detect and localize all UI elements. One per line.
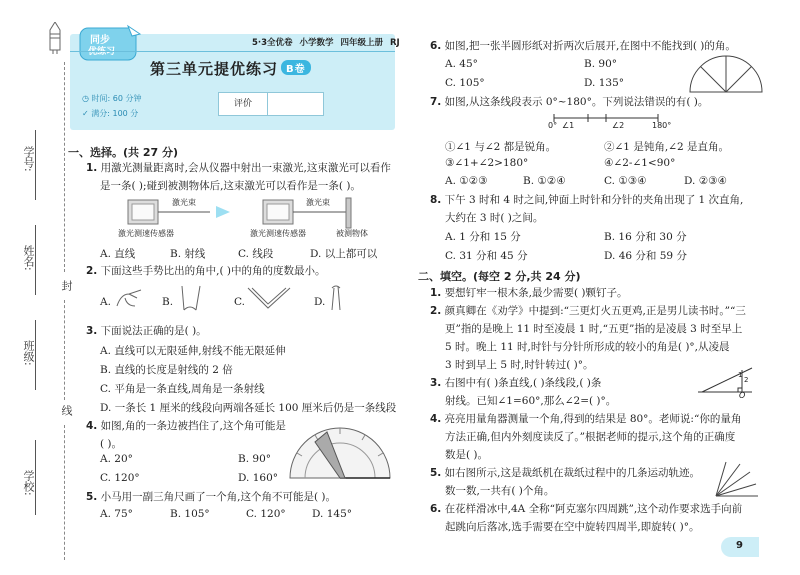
section2-title: 二、填空。(每空 2 分,共 24 分) <box>418 270 581 283</box>
header-info <box>252 36 400 48</box>
seal-mark: 封 <box>60 280 73 291</box>
clock-icon: ◷ <box>82 94 89 103</box>
logo <box>78 24 142 64</box>
cut-line-bottom <box>64 425 65 560</box>
q1-figure <box>118 196 378 244</box>
s2-q4-line1: 4. 亮亮用量角器测量一个角,得到的结果是 80°。老师说:“你的量角 <box>430 413 742 425</box>
fig-beam-label-2: 激光束 <box>306 198 330 207</box>
s2-q5-line2: 数一数,一共有( )个角。 <box>445 485 555 497</box>
score-info <box>82 108 138 119</box>
q1-option-d[interactable]: D. 以上都可以 <box>310 248 378 260</box>
s2-q6-line2: 起跳向后落冰,选手需要在空中旋转四周半,即旋转( )°。 <box>445 521 700 533</box>
q2-text: 2. 下面这些手势比出的角中,( )中的角的度数最小。 <box>86 265 326 277</box>
nl-angle2: ∠2 <box>612 121 625 130</box>
school-label: 学校: <box>22 470 35 496</box>
q7-option-b[interactable]: B. ①②④ <box>523 175 566 187</box>
q8-option-a[interactable]: A. 1 分和 15 分 <box>445 231 521 243</box>
b-badge: B卷 <box>281 60 311 75</box>
q1-line1: 1. 用激光测量距离时,会从仪器中射出一束激光,这束激光可以看作 <box>86 162 391 174</box>
hand-gesture-a-icon <box>115 284 143 314</box>
q1-line2: 是一条( );碰到被测物体后,这束激光可以看作是一条( )。 <box>100 180 361 192</box>
fig-beam-label-1: 激光束 <box>172 198 196 207</box>
line-mark: 线 <box>60 405 73 416</box>
page-title <box>150 58 311 79</box>
q3-option-c[interactable]: C. 平角是一条直线,周角是一条射线 <box>100 383 265 395</box>
s2-q2-line2: 更”指的是晚上 11 时至凌晨 1 时,“五更”指的是凌晨 3 时至早上 <box>445 323 743 335</box>
hand-gesture-d-icon <box>326 282 350 316</box>
eval-label: 评价 <box>219 93 268 115</box>
eval-field[interactable] <box>268 93 323 115</box>
q5-text: 5. 小马用一副三角尺画了一个角,这个角不可能是( )。 <box>86 491 337 503</box>
binding-strip <box>0 0 73 575</box>
s2-q4-line2: 方法正确,但内外刻度读反了。”根据老师的提示,这个角的正确度 <box>445 431 736 443</box>
q6-option-c[interactable]: C. 105° <box>445 77 485 89</box>
series-name: 5·3全优卷 <box>252 38 293 48</box>
class-label: 班级: <box>22 340 35 366</box>
angle-number-line <box>548 112 672 132</box>
student-id-label: 学号: <box>22 146 35 172</box>
q4-option-d[interactable]: D. 160° <box>238 472 279 484</box>
protractor-figure <box>285 424 395 488</box>
q1-option-b[interactable]: B. 射线 <box>170 248 206 260</box>
hand-gesture-c-icon <box>246 284 292 314</box>
fig-object-label: 被测物体 <box>336 229 368 238</box>
q2-option-c[interactable]: C. <box>234 296 245 308</box>
title-text: 第三单元提优练习 <box>150 60 279 78</box>
q4-line1: 4. 如图,角的一条边被挡住了,这个角可能是 <box>86 420 286 432</box>
s2-q3-line2: 射线。已知∠1=60°,那么∠2=( )°。 <box>445 395 617 407</box>
q6-text: 6. 如图,把一张半圆形纸对折两次后展开,在图中不能找到( )的角。 <box>430 40 736 52</box>
fig-sensor-label-2: 激光测速传感器 <box>250 229 306 238</box>
s2-q4-line3: 数是( )。 <box>445 449 489 461</box>
q4-line2: ( )。 <box>100 438 123 450</box>
s2-q2-line1: 2. 颜真卿在《劝学》中提到:“三更灯火五更鸡,正是男儿读书时。”“三 <box>430 305 746 317</box>
q3-text: 3. 下面说法正确的是( )。 <box>86 325 207 337</box>
page-number-badge <box>721 537 759 557</box>
angle-label-1: 1 <box>738 371 743 379</box>
time-info <box>82 93 142 104</box>
s2-q6-line1: 6. 在花样滑冰中,4A 全称“阿克塞尔四周跳”,这个动作要求选手向前 <box>430 503 743 515</box>
nl-zero: 0° <box>548 121 558 130</box>
cut-line-middle <box>64 300 65 400</box>
semicircle-figure <box>688 54 764 98</box>
q4-option-a[interactable]: A. 20° <box>100 453 133 465</box>
q7-option-a[interactable]: A. ①②③ <box>445 175 488 187</box>
q7-option-d[interactable]: D. ②③④ <box>684 175 727 187</box>
s2-q2-line3: 5 时。晚上 11 时,时针与分针所形成的较小的角是( )°,从凌晨 <box>445 341 730 353</box>
q8-option-c[interactable]: C. 31 分和 45 分 <box>445 250 528 262</box>
logo-line2: 优练习 <box>88 47 116 57</box>
right-angle-figure <box>696 366 756 406</box>
q7-stmt-2: ②∠1 是钝角,∠2 是直角。 <box>604 141 729 153</box>
cut-line-top <box>64 62 65 272</box>
q2-option-a[interactable]: A. <box>100 296 111 308</box>
q6-option-b[interactable]: B. 90° <box>584 58 618 70</box>
q8-option-b[interactable]: B. 16 分和 30 分 <box>604 231 687 243</box>
q5-option-d[interactable]: D. 145° <box>312 508 353 520</box>
logo-line1: 同步 <box>90 35 110 46</box>
q3-option-b[interactable]: B. 直线的长度是射线的 2 倍 <box>100 364 233 376</box>
q7-text: 7. 如图,从这条线段表示 0°~180°。下列说法错误的有( )。 <box>430 96 709 108</box>
q3-option-d[interactable]: D. 一条长 1 厘米的线段向两端各延长 100 厘米后仍是一条线段 <box>100 402 397 414</box>
grade-name: 四年级上册 <box>340 38 384 48</box>
s2-q3-line1: 3. 右图中有( )条直线,( )条线段,( )条 <box>430 377 602 389</box>
hand-gesture-b-icon <box>176 282 204 316</box>
page-number: 9 <box>736 540 743 551</box>
q7-stmt-1: ①∠1 与∠2 都是锐角。 <box>445 141 557 153</box>
name-label: 姓名: <box>22 245 35 271</box>
q2-option-b[interactable]: B. <box>162 296 174 308</box>
q1-option-a[interactable]: A. 直线 <box>100 248 136 260</box>
q3-option-a[interactable]: A. 直线可以无限延伸,射线不能无限延伸 <box>100 345 286 357</box>
score-text: 满分: 100 分 <box>91 109 139 118</box>
evaluation-box <box>218 92 324 116</box>
header-rule <box>70 51 395 52</box>
s2-q1-text: 1. 要想钉牢一根木条,最少需要( )颗钉子。 <box>430 287 628 299</box>
q1-option-c[interactable]: C. 线段 <box>238 248 274 260</box>
q8-line1: 8. 下午 3 时和 4 时之间,钟面上时针和分针的夹角出现了 1 次直角, <box>430 194 744 206</box>
q8-line2: 大约在 3 时( )之间。 <box>445 212 544 224</box>
section1-title: 一、选择。(共 27 分) <box>68 146 179 159</box>
q7-stmt-4: ④∠2-∠1<90° <box>604 157 676 169</box>
edition-name: RJ <box>390 38 400 48</box>
s2-q5-line1: 5. 如右图所示,这是裁纸机在裁纸过程中的几条运动轨迹。 <box>430 467 700 479</box>
nl-180: 180° <box>652 121 672 130</box>
q5-option-a[interactable]: A. 75° <box>100 508 133 520</box>
cutter-fan-figure <box>712 460 760 504</box>
s2-q2-line4: 3 时到早上 5 时,时针转过( )°。 <box>445 359 594 371</box>
subject-name: 小学数学 <box>299 38 334 48</box>
point-o-label: O <box>739 391 746 400</box>
angle-label-2: 2 <box>744 376 749 384</box>
pen-icon <box>49 22 61 58</box>
check-icon: ✓ <box>82 109 89 118</box>
q6-option-d[interactable]: D. 135° <box>584 77 625 89</box>
nl-angle1: ∠1 <box>562 121 575 130</box>
q2-option-d[interactable]: D. <box>314 296 326 308</box>
time-text: 时间: 60 分钟 <box>91 94 142 103</box>
q4-option-c[interactable]: C. 120° <box>100 472 140 484</box>
q5-option-b[interactable]: B. 105° <box>170 508 210 520</box>
fig-sensor-label-1: 激光测速传感器 <box>118 229 174 238</box>
q7-option-c[interactable]: C. ①③④ <box>604 175 647 187</box>
q6-option-a[interactable]: A. 45° <box>445 58 478 70</box>
q7-stmt-3: ③∠1+∠2>180° <box>445 157 529 169</box>
q8-option-d[interactable]: D. 46 分和 59 分 <box>604 250 687 262</box>
q4-option-b[interactable]: B. 90° <box>238 453 272 465</box>
q5-option-c[interactable]: C. 120° <box>246 508 286 520</box>
